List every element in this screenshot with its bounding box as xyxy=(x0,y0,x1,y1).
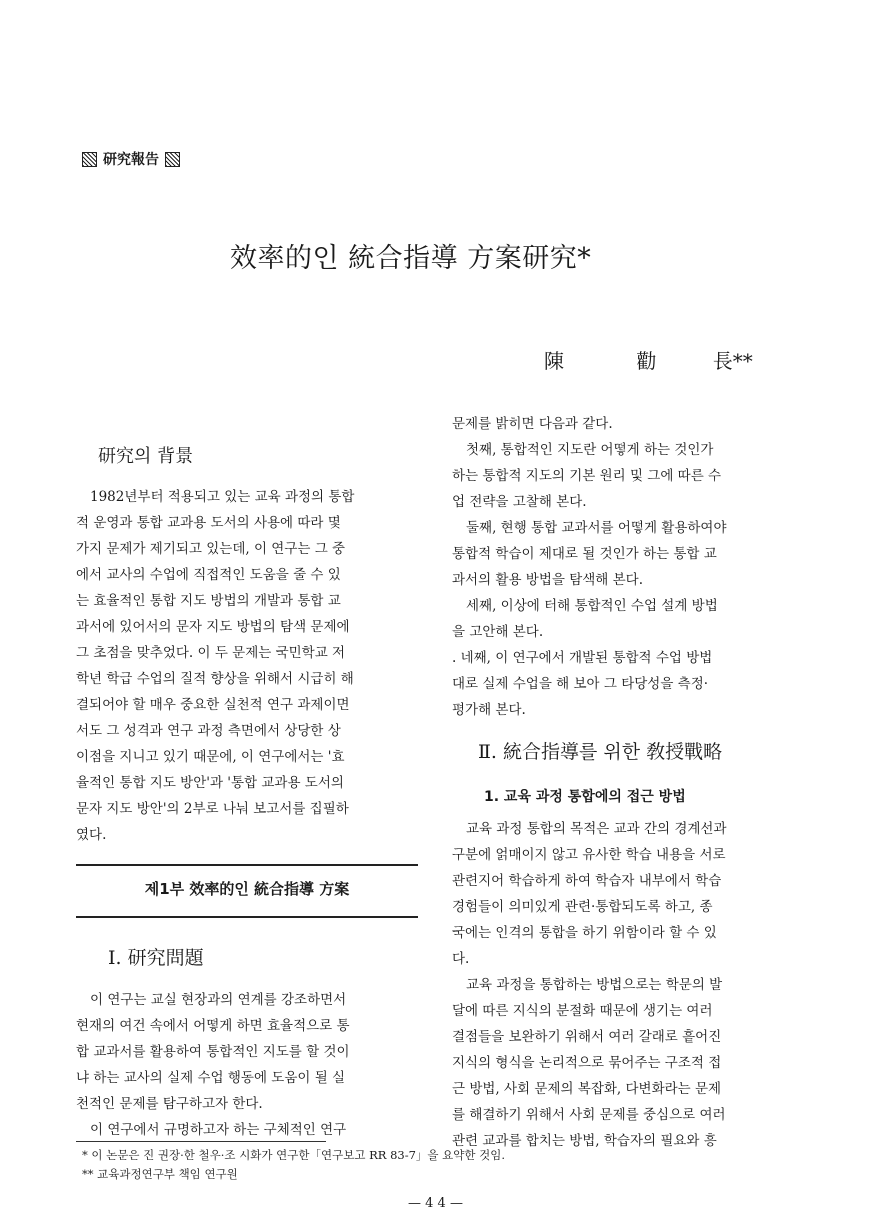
text-line: 현재의 여건 속에서 어떻게 하면 효율적으로 통 xyxy=(76,1018,350,1034)
text-line: 문자 지도 방안'의 2부로 나눠 보고서를 집필하 xyxy=(76,801,349,817)
series-label xyxy=(76,149,186,169)
integration-paragraph xyxy=(452,816,800,1154)
text-line: 을 고안해 본다. xyxy=(452,624,544,640)
text-line: 구분에 얽매이지 않고 유사한 학습 내용을 서로 xyxy=(452,847,726,863)
text-line: 교육 과정 통합의 목적은 교과 간의 경계선과 xyxy=(466,821,727,837)
hatch-box-left-icon xyxy=(82,152,97,167)
text-line: 합 교과서를 활용하여 통합적인 지도를 할 것이 xyxy=(76,1044,350,1060)
text-line: 냐 하는 교사의 실제 수업 행동에 도움이 될 실 xyxy=(76,1070,346,1086)
series-label-text: 研究報告 xyxy=(103,152,159,168)
text-line: 지식의 형식을 논리적으로 묶어주는 구조적 접 xyxy=(452,1055,722,1071)
text-line: 였다. xyxy=(76,827,107,843)
footnote-rule xyxy=(76,1141,326,1142)
text-line: 이점을 지니고 있기 때문에, 이 연구에서는 '효 xyxy=(76,749,345,765)
hatch-box-right-icon xyxy=(165,152,180,167)
text-line: 천적인 문제를 탐구하고자 한다. xyxy=(76,1096,263,1112)
text-line: 교육 과정을 통합하는 방법으로는 학문의 발 xyxy=(466,977,723,993)
text-line: 관련지어 학습하게 하여 학습자 내부에서 학습 xyxy=(452,873,722,889)
research-questions-paragraph xyxy=(452,411,800,723)
text-line: 학년 학급 수업의 질적 향상을 위해서 시급히 해 xyxy=(76,671,354,687)
text-line: 평가해 본다. xyxy=(452,702,526,718)
text-line: 1982년부터 적용되고 있는 교육 과정의 통합 xyxy=(90,489,355,505)
text-line: 경험들이 의미있게 관련·통합되도록 하고, 종 xyxy=(452,899,713,915)
article-title: 效率的인 統合指導 方案研究* xyxy=(230,243,592,274)
author-char-2: 勸 xyxy=(636,349,657,373)
text-line: 를 해결하기 위해서 사회 문제를 중심으로 여러 xyxy=(452,1107,726,1123)
text-line: 결되어야 할 매우 중요한 실천적 연구 과제이면 xyxy=(76,697,350,713)
background-paragraph xyxy=(76,484,418,848)
author-char-3: 長** xyxy=(712,349,753,373)
background-heading: 研究의 背景 xyxy=(98,446,194,467)
text-line: 통합적 학습이 제대로 될 것인가 하는 통합 교 xyxy=(452,546,717,562)
part-title: 제1부 效率的인 統合指導 方案 xyxy=(144,880,350,898)
text-line: 서도 그 성격과 연구 과정 측면에서 상당한 상 xyxy=(76,723,341,739)
text-line: 율적인 통합 지도 방안'과 '통합 교과용 도서의 xyxy=(76,775,344,791)
text-line: 관련 교과를 합치는 방법, 학습자의 필요와 흥 xyxy=(452,1133,717,1149)
footnote-2: ** 교육과정연구부 책임 연구원 xyxy=(82,1167,238,1181)
text-line: 업 전략을 고찰해 본다. xyxy=(452,494,587,510)
text-line: . 네째, 이 연구에서 개발된 통합적 수업 방법 xyxy=(452,650,713,666)
text-line: 에서 교사의 수업에 직접적인 도움을 줄 수 있 xyxy=(76,567,341,583)
text-line: 가지 문제가 제기되고 있는데, 이 연구는 그 중 xyxy=(76,541,346,557)
problem-paragraph xyxy=(76,987,418,1143)
text-line: 근 방법, 사회 문제의 복잡화, 다변화라는 문제 xyxy=(452,1081,722,1097)
text-line: 하는 통합적 지도의 기본 원리 및 그에 따른 수 xyxy=(452,468,722,484)
text-line: 과서의 활용 방법을 탐색해 본다. xyxy=(452,572,643,588)
text-line: 대로 실제 수업을 해 보아 그 타당성을 측정· xyxy=(452,676,709,692)
problem-heading: Ⅰ. 研究問題 xyxy=(108,947,204,969)
footnote-1: * 이 논문은 진 권장·한 철우·조 시화가 연구한「연구보고 RR 83-7」을 요약한 것임. xyxy=(82,1148,506,1162)
part-rule-bottom xyxy=(76,916,418,918)
part-rule-top xyxy=(76,864,418,866)
text-line: 둘째, 현행 통합 교과서를 어떻게 활용하여야 xyxy=(466,520,727,536)
text-line: 국에는 인격의 통합을 하기 위함이라 할 수 있 xyxy=(452,925,717,941)
text-line: 다. xyxy=(452,951,470,967)
text-line: 는 효율적인 통합 지도 방법의 개발과 통합 교 xyxy=(76,593,341,609)
subsection-heading-1: 1. 교육 과정 통합에의 접근 방법 xyxy=(484,789,686,805)
text-line: 과서에 있어서의 문자 지도 방법의 탐색 문제에 xyxy=(76,619,350,635)
text-line: 달에 따른 지식의 분절화 때문에 생기는 여러 xyxy=(452,1003,713,1019)
text-line: 문제를 밝히면 다음과 같다. xyxy=(452,416,613,432)
author-name xyxy=(544,345,753,374)
author-char-1: 陳 xyxy=(544,349,564,373)
text-line: 그 초점을 맞추었다. 이 두 문제는 국민학교 저 xyxy=(76,645,346,661)
text-line: 세째, 이상에 터해 통합적인 수업 설계 방법 xyxy=(466,598,718,614)
text-line: 이 연구는 교실 현장과의 연계를 강조하면서 xyxy=(90,992,347,1008)
text-line: 첫째, 통합적인 지도란 어떻게 하는 것인가 xyxy=(466,442,714,458)
section-heading-2: Ⅱ. 統合指導를 위한 敎授戰略 xyxy=(478,741,723,763)
text-line: 결점들을 보완하기 위해서 여러 갈래로 흩어진 xyxy=(452,1029,722,1045)
text-line: 이 연구에서 규명하고자 하는 구체적인 연구 xyxy=(90,1122,347,1138)
text-line: 적 운영과 통합 교과용 도서의 사용에 따라 몇 xyxy=(76,515,341,531)
page-number: — 4 4 — xyxy=(408,1196,463,1211)
